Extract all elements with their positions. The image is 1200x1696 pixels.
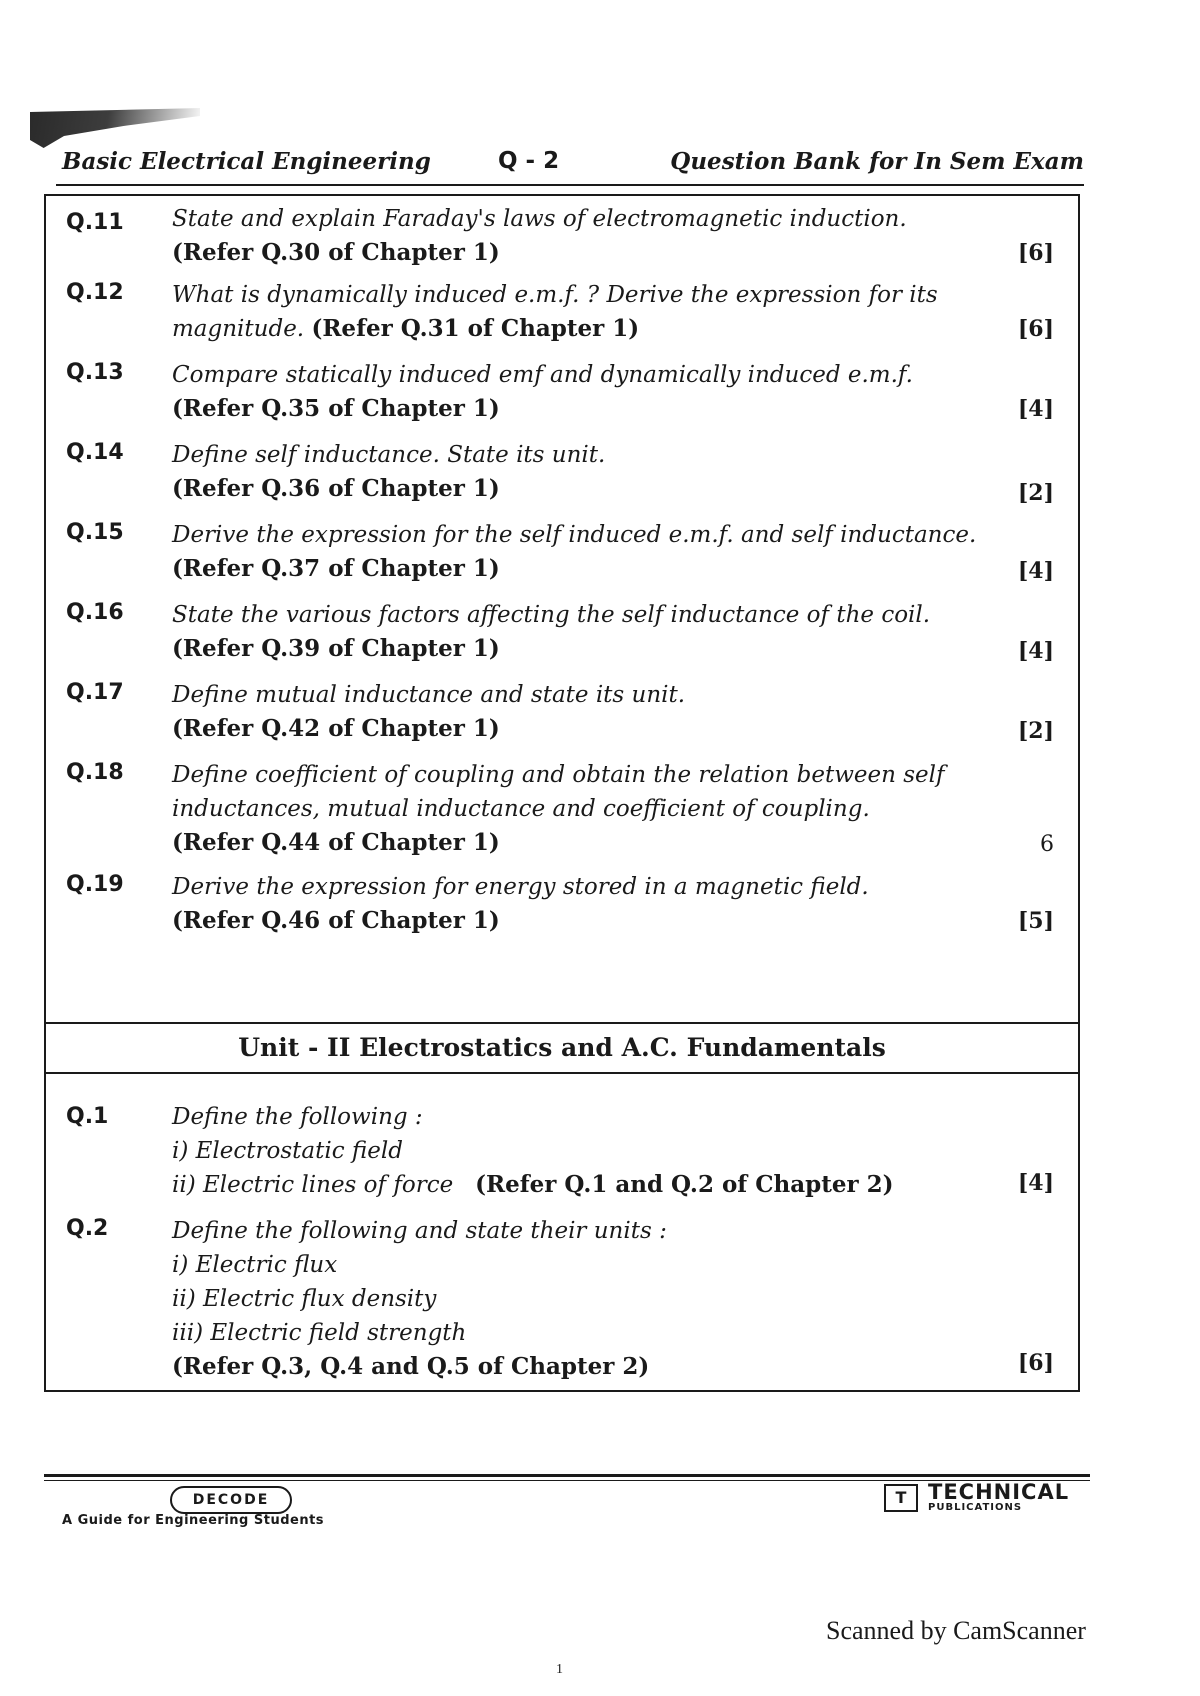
question-text: iii) Electric field strength xyxy=(172,1320,467,1346)
question-marks: [4] xyxy=(1017,558,1054,584)
question-number: Q.2 xyxy=(66,1216,109,1241)
question-marks: [4] xyxy=(1017,396,1054,422)
question-marks: [6] xyxy=(1017,316,1054,342)
unit-heading: Unit - II Electrostatics and A.C. Fundamentals xyxy=(46,1022,1078,1074)
scan-corner-smudge xyxy=(30,108,200,148)
question-reference: (Refer Q.46 of Chapter 1) xyxy=(172,907,500,934)
question-number: Q.19 xyxy=(66,872,124,897)
question-text: inductances, mutual inductance and coefficient of coupling. xyxy=(172,796,870,822)
question-reference: (Refer Q.30 of Chapter 1) xyxy=(172,239,500,266)
question-text: Define coefficient of coupling and obtain the relation between self xyxy=(172,762,945,788)
question-text: Define the following : xyxy=(172,1104,423,1130)
decode-logo: DECODE xyxy=(170,1486,292,1514)
question-text: Compare statically induced emf and dynamically induced e.m.f. xyxy=(172,362,913,388)
question-reference: (Refer Q.44 of Chapter 1) xyxy=(172,829,500,856)
camscanner-watermark: Scanned by CamScanner xyxy=(826,1616,1086,1645)
publisher-subtitle: PUBLICATIONS xyxy=(928,1502,1023,1513)
question-number: Q.14 xyxy=(66,440,124,465)
question-reference: (Refer Q.1 and Q.2 of Chapter 2) xyxy=(475,1171,894,1198)
book-title: Basic Electrical Engineering xyxy=(62,148,431,175)
question-marks: [4] xyxy=(1017,638,1054,664)
question-text: i) Electrostatic field xyxy=(172,1138,403,1164)
page-label: Q - 2 xyxy=(498,148,560,174)
question-text: State the various factors affecting the self inductance of the coil. xyxy=(172,602,931,628)
question-reference: (Refer Q.3, Q.4 and Q.5 of Chapter 2) xyxy=(172,1353,650,1380)
question-text: Define mutual inductance and state its unit. xyxy=(172,682,686,708)
question-text: magnitude. xyxy=(172,316,305,342)
question-reference: (Refer Q.39 of Chapter 1) xyxy=(172,635,500,662)
question-marks: [2] xyxy=(1017,718,1054,744)
question-text: What is dynamically induced e.m.f. ? Derive the expression for its xyxy=(172,282,938,308)
technical-publications-logo xyxy=(884,1478,1084,1520)
question-text: i) Electric flux xyxy=(172,1252,338,1278)
decode-tagline: A Guide for Engineering Students xyxy=(62,1513,325,1528)
question-text: Define self inductance. State its unit. xyxy=(172,442,606,468)
question-number: Q.15 xyxy=(66,520,124,545)
question-text: ii) Electric lines of force xyxy=(172,1172,454,1198)
question-number: Q.12 xyxy=(66,280,124,305)
question-text: Define the following and state their units : xyxy=(172,1218,667,1244)
question-text: Derive the expression for the self induced e.m.f. and self inductance. xyxy=(172,522,977,548)
question-text: ii) Electric flux density xyxy=(172,1286,437,1312)
publisher-name: TECHNICAL xyxy=(928,1480,1070,1504)
question-number: Q.13 xyxy=(66,360,124,385)
question-box xyxy=(44,194,1080,1392)
publisher-mark-icon: T xyxy=(884,1484,918,1512)
question-reference: (Refer Q.31 of Chapter 1) xyxy=(311,315,640,342)
question-marks: 6 xyxy=(1040,832,1054,857)
question-reference: (Refer Q.42 of Chapter 1) xyxy=(172,715,500,742)
footer-rule xyxy=(44,1474,1090,1477)
question-number: Q.1 xyxy=(66,1104,109,1129)
page-number: 1 xyxy=(556,1662,563,1677)
question-marks: [6] xyxy=(1017,240,1054,266)
question-number: Q.16 xyxy=(66,600,124,625)
question-reference: (Refer Q.35 of Chapter 1) xyxy=(172,395,500,422)
header-rule xyxy=(56,184,1084,186)
question-marks: [6] xyxy=(1017,1350,1054,1376)
question-marks: [5] xyxy=(1017,908,1054,934)
question-text: State and explain Faraday's laws of electromagnetic induction. xyxy=(172,206,907,232)
question-number: Q.17 xyxy=(66,680,124,705)
question-number: Q.11 xyxy=(66,210,124,235)
page-header xyxy=(62,148,1084,182)
question-reference: (Refer Q.37 of Chapter 1) xyxy=(172,555,500,582)
section-title: Question Bank for In Sem Exam xyxy=(670,148,1084,175)
question-marks: [2] xyxy=(1017,480,1054,506)
question-text: Derive the expression for energy stored in a magnetic field. xyxy=(172,874,869,900)
question-number: Q.18 xyxy=(66,760,124,785)
question-reference: (Refer Q.36 of Chapter 1) xyxy=(172,475,500,502)
question-marks: [4] xyxy=(1017,1170,1054,1196)
